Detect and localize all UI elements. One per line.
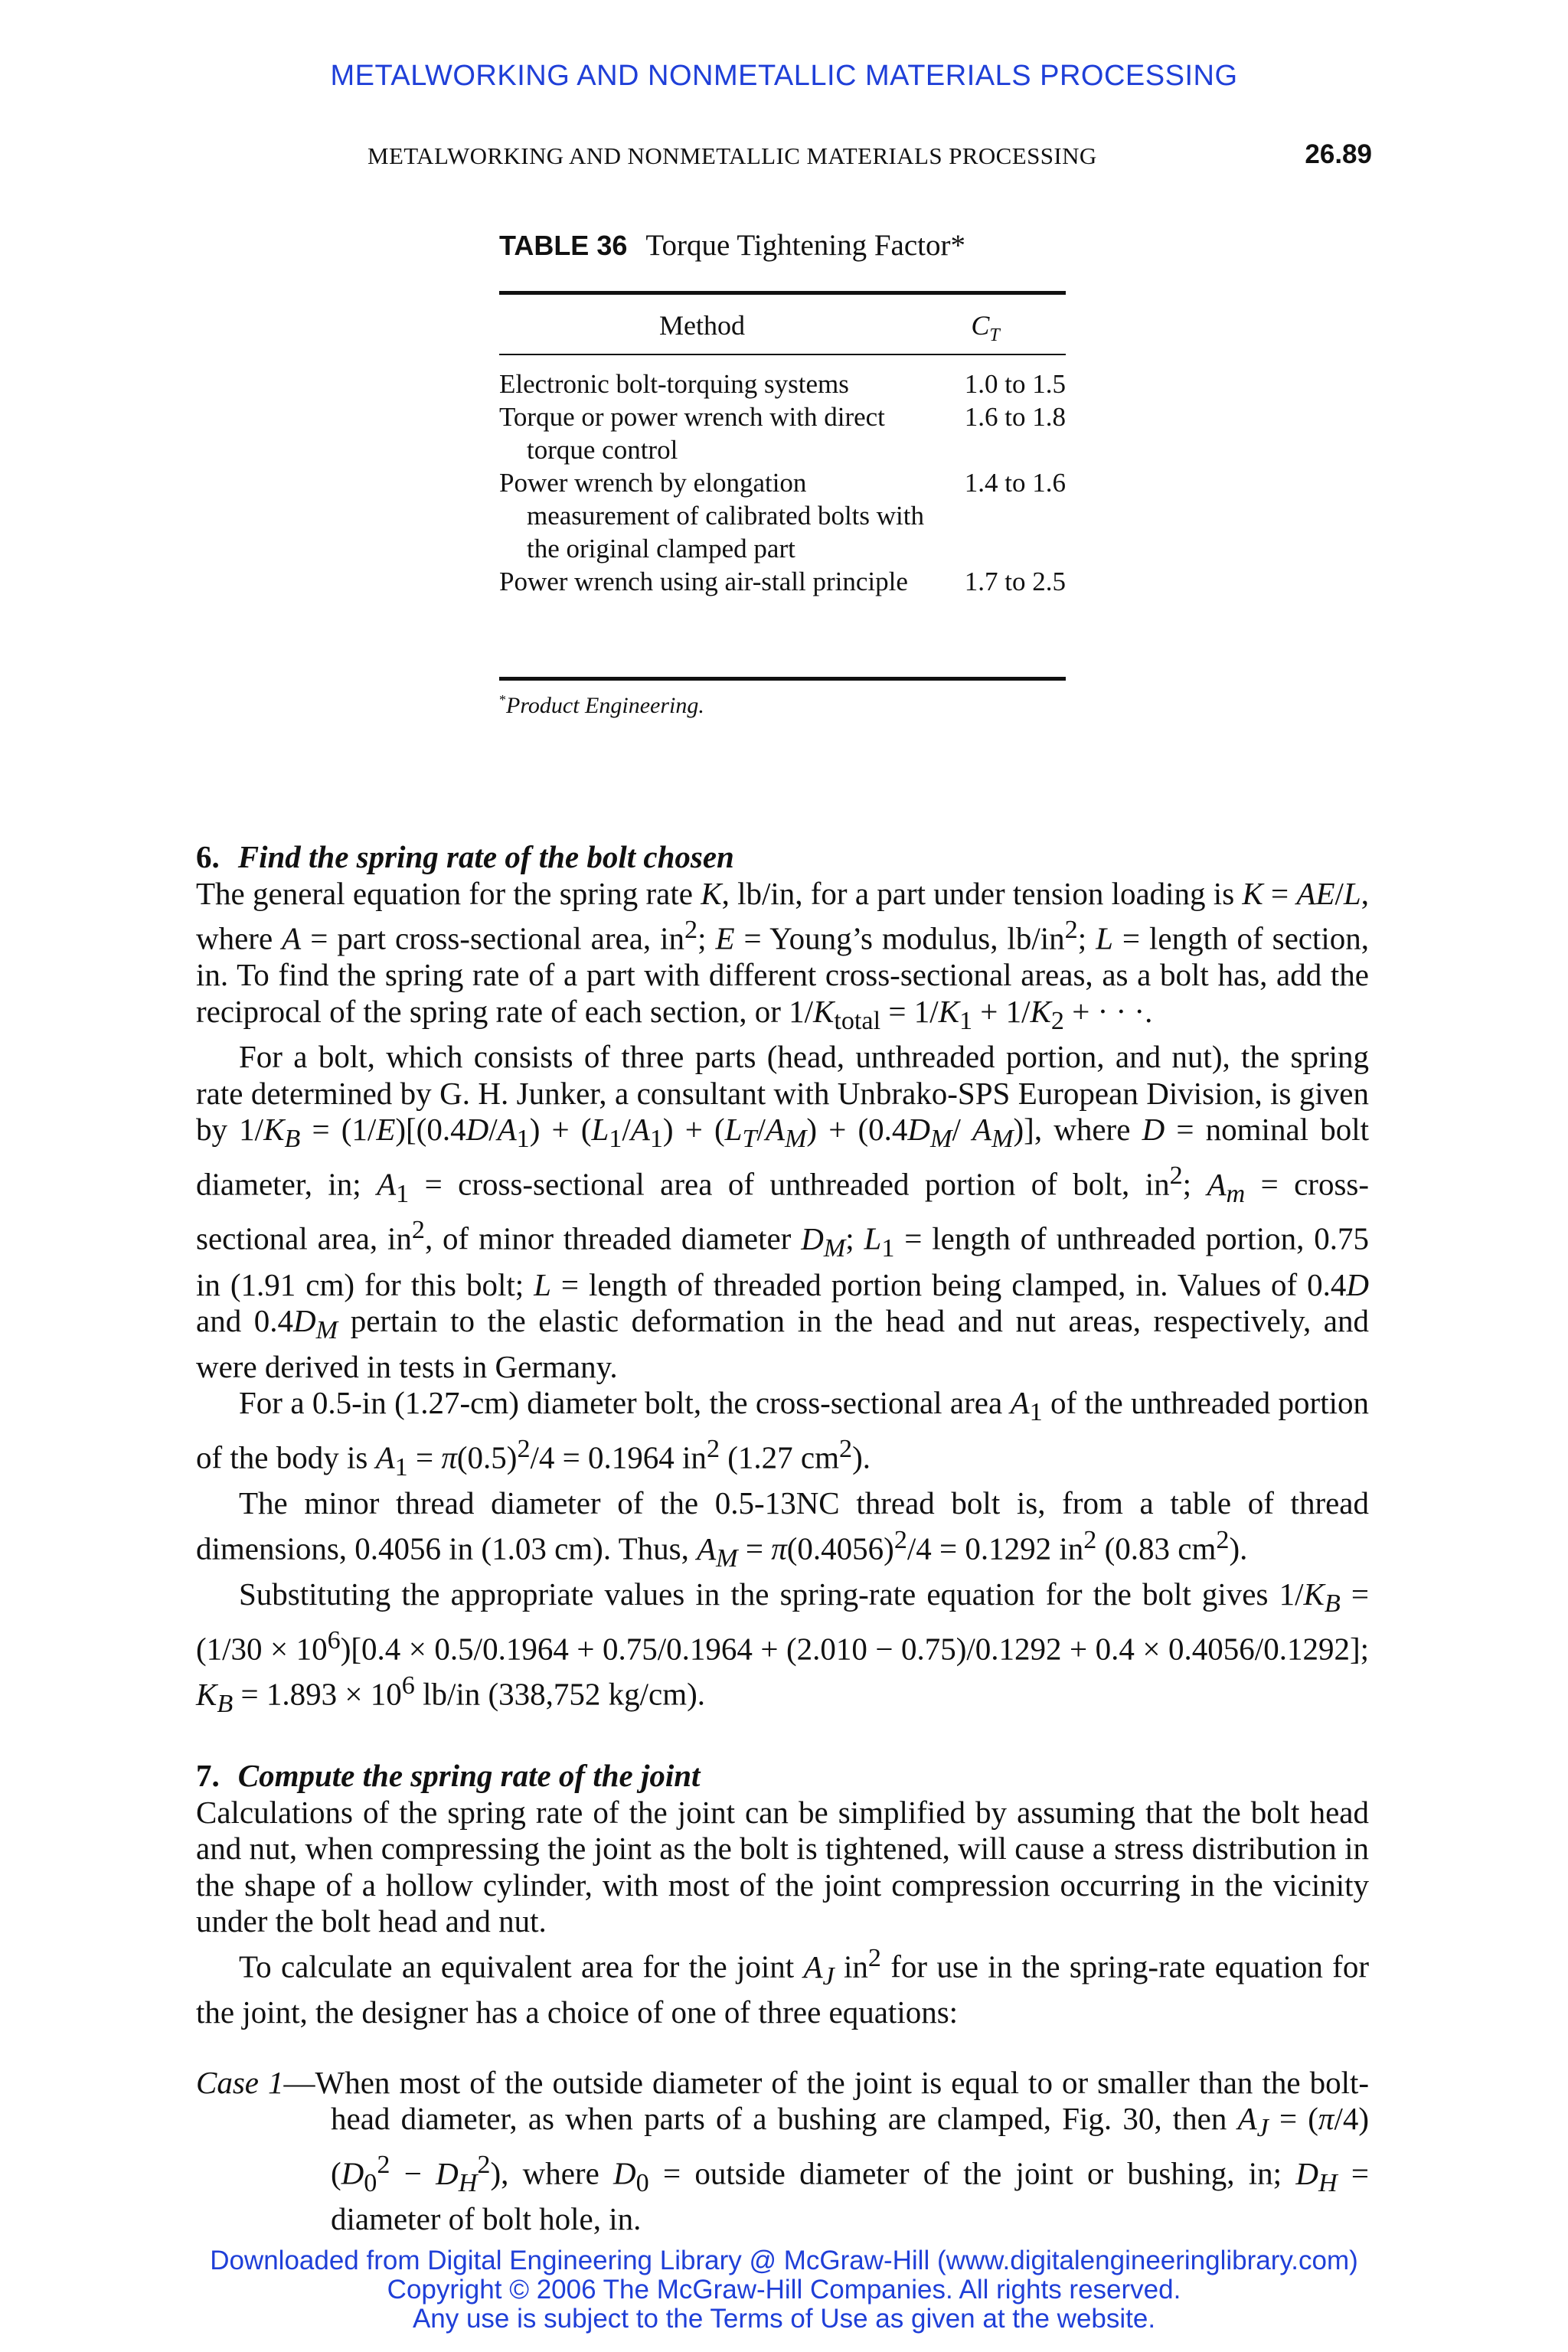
page-number: 26.89: [1305, 139, 1372, 169]
footer-copyright: Copyright © 2006 The McGraw-Hill Companies. All rights reserved.: [387, 2275, 1181, 2305]
table-cell-value: 1.6 to 1.8: [964, 402, 1066, 432]
table-cell-value: 1.4 to 1.6: [964, 468, 1066, 498]
table-top-rule: [499, 291, 1066, 295]
table-row: [499, 565, 1066, 598]
paragraph: Calculations of the spring rate of the joint can be simplified by assuming that the bolt head and nut, when compressing the joint as the bolt is tightened, will cause a stress distribution in the shape of a hollow cylinder, with most of the joint compression occurring in the vicinity under the bolt head and nut.: [196, 1794, 1369, 1939]
table-row: [499, 400, 1066, 466]
paragraph: For a 0.5-in (1.27-cm) diameter bolt, the cross-sectional area $A_1$ of the unthreaded portion of the body is $A_1 = \pi(0.5)^2/4 = 0.1964$ $in^2$ (1.27 $cm^2$).: [196, 1385, 1369, 1481]
table-header-method: Method: [659, 310, 745, 341]
table-label: TABLE 36: [499, 230, 628, 261]
table-row: [499, 466, 1066, 565]
table-cell-value: 1.7 to 2.5: [964, 567, 1066, 596]
footer-download-link[interactable]: Downloaded from Digital Engineering Library @ McGraw-Hill (www.digitalengineeringlibrary.com): [210, 2246, 1358, 2275]
table-title: Torque Tightening Factor*: [645, 229, 965, 262]
table-cell-method: Power wrench by elongation measurement of calibrated bolts with the original clamped part: [499, 468, 925, 564]
table-header-ct: $C_T$: [971, 310, 1000, 346]
footer-terms: Any use is subject to the Terms of Use as given at the website.: [412, 2304, 1156, 2334]
paragraph: The minor thread diameter of the 0.5-13NC thread bolt is, from a table of thread dimensions, 0.4056 in (1.03 cm). Thus, $A_M = \pi(0.4056)^2/4 = 0.1292$ $in^2$ (0.83 $cm^2$).: [196, 1485, 1369, 1573]
paragraph: For a bolt, which consists of three parts (head, unthreaded portion, and nut), the spring rate determined by G. H. Junker, a consultant with Unbrako-SPS European Division, is given by $1/K_B = (1/E)[(0.4D/A_1) + (L_1/A_1) + (L_T/A_M) + (0.4D_M/$ $A_M$)], where D = nominal bolt diameter, in; $A_1$ = cross-sectional area of unthreaded portion of bolt, $in^2$; $A_m$ = cross-sectional area, $in^2$, of minor threaded diameter $D_M$; $L_1$ = length of unthreaded portion, 0.75 in (1.91 cm) for this bolt; L = length of threaded portion being clamped, in. Values of 0.4D and $0.4D_M$ pertain to the elastic deformation in the head and nut areas, respectively, and were derived in tests in Germany.: [196, 1039, 1370, 1384]
case-1-paragraph: Case 1—When most of the outside diameter of the joint is equal to or smaller than the bolt-head diameter, as when parts of a bushing are clamped, Fig. 30, then $A_J = (\pi/4)(D_0^2 - D_H^2)$, where $D_0$ = outside diameter of the joint or bushing, in; $D_H$ = diameter of bolt hole, in.: [196, 2064, 1369, 2237]
paragraph: The general equation for the spring rate K, lb/in, for a part under tension loading is K = AE/L, where A = part cross-sectional area, $in^2$; E = Young’s modulus, $lb/in^2$; L = length of section, in. To find the spring rate of a part with different cross-sectional areas, as a bolt has, add the reciprocal of the spring rate of each section, or $1/K_{total} = 1/K_1 + 1/K_2$ + · · ·.: [196, 875, 1369, 1035]
table-cell-method: Power wrench using air-stall principle: [499, 567, 908, 596]
table-cell-method: Electronic bolt-torquing systems: [499, 369, 849, 399]
table-cell-method: Torque or power wrench with direct torque control: [499, 402, 885, 465]
paragraph: To calculate an equivalent area for the joint $A_J$ $in^2$ for use in the spring-rate equation for the joint, the designer has a choice of one of three equations:: [196, 1943, 1369, 2030]
library-banner: METALWORKING AND NONMETALLIC MATERIALS PROCESSING: [330, 60, 1238, 92]
table-caption: [499, 228, 965, 263]
table-footnote: *Product Engineering.: [499, 692, 704, 718]
table-body: [499, 368, 1066, 598]
running-head: METALWORKING AND NONMETALLIC MATERIALS PROCESSING: [368, 142, 1097, 169]
table-header-rule: [499, 354, 1066, 355]
section-7-heading: 7. Compute the spring rate of the joint: [196, 1758, 701, 1794]
section-6-heading: 6. Find the spring rate of the bolt chosen: [196, 839, 734, 874]
table-row: [499, 368, 1066, 400]
body-text: [196, 839, 1369, 2238]
table-cell-value: 1.0 to 1.5: [964, 369, 1066, 399]
copyright-footer: [0, 2246, 1568, 2334]
table-bottom-rule: [499, 677, 1066, 681]
paragraph: Substituting the appropriate values in the spring-rate equation for the bolt gives $1/K_B = (1/30 \times 10^6)[0.4 \times 0.5/0.1964 + 0.75/0.1964 + (2.010 - 0.75)/0.1292 + 0.4 \times 0.4056/0.1292]$; $K_B = 1.893 \times 10^6$ lb/in (338,752 kg/cm).: [196, 1576, 1369, 1718]
